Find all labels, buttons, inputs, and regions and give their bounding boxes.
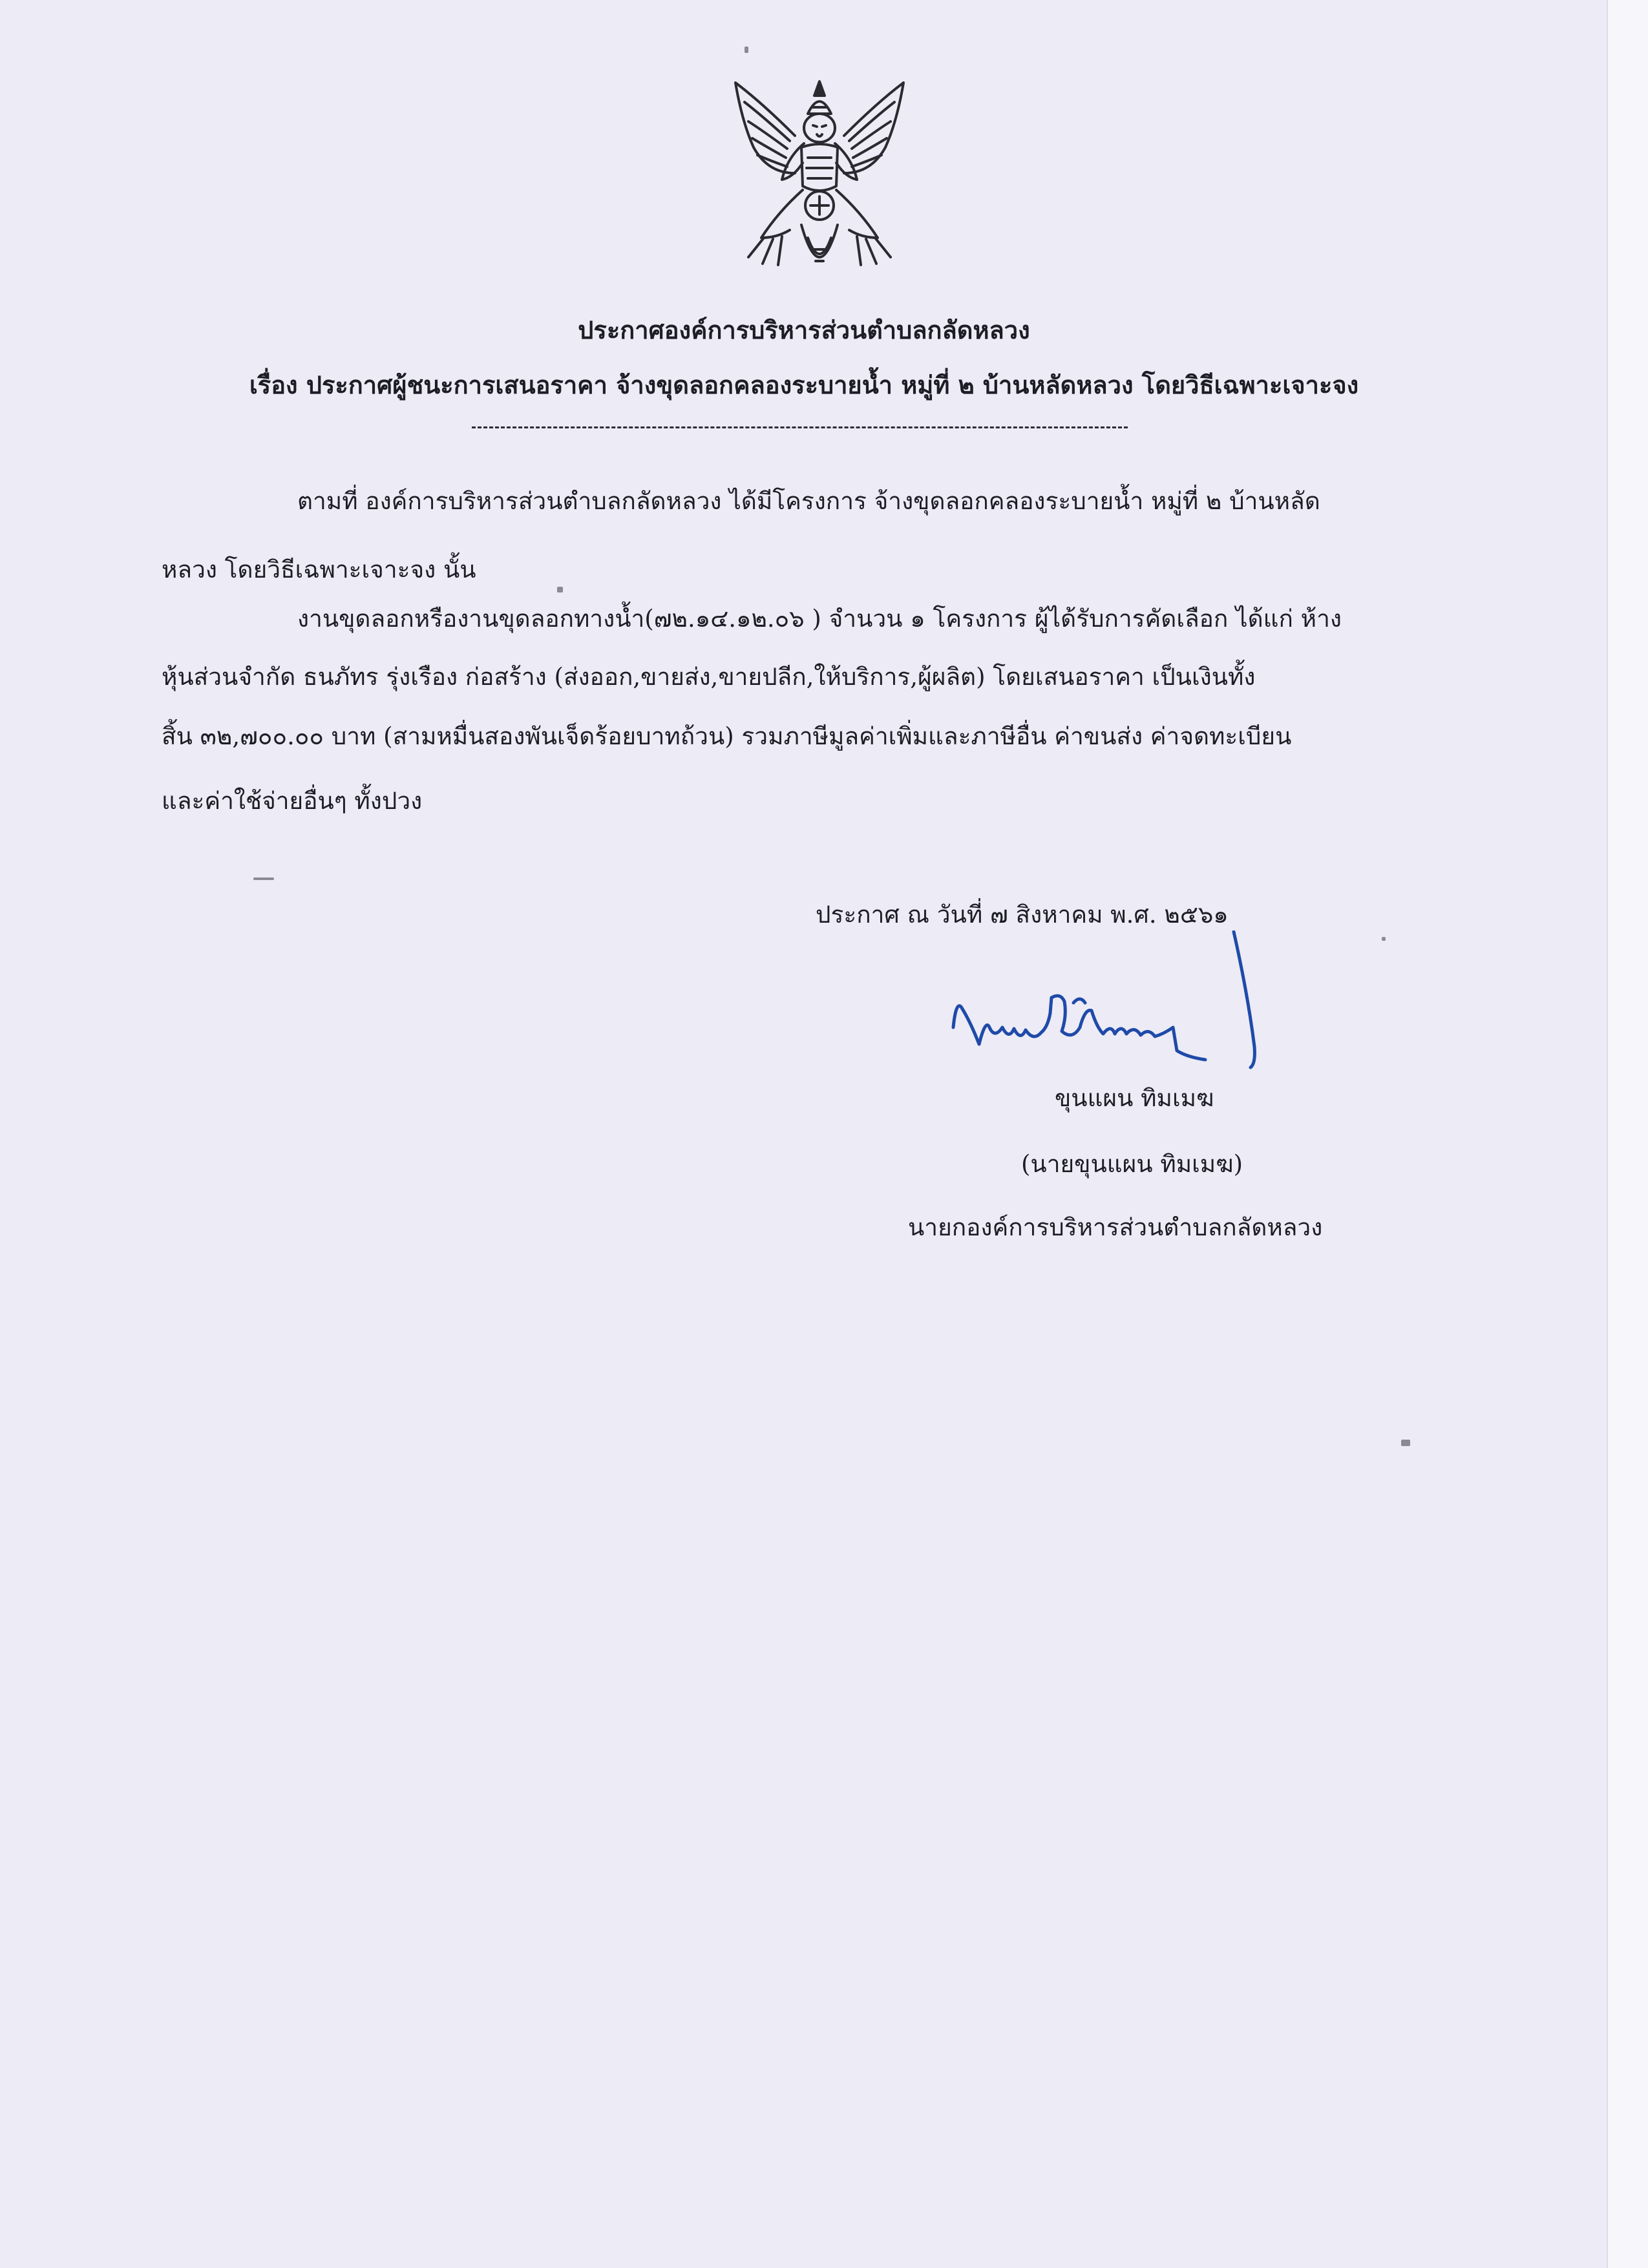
scan-speck: [557, 587, 563, 593]
announcement-subject: เรื่อง ประกาศผู้ชนะการเสนอราคา จ้างขุดลอกคลองระบายน้ำ หมู่ที่ ๒ บ้านหลัดหลวง โดยวิธีเฉพาะเจาะจง: [249, 370, 1359, 399]
paragraph-2-line-2: หุ้นส่วนจำกัด ธนภัทร รุ่งเรือง ก่อสร้าง (ส่งออก,ขายส่ง,ขายปลีก,ให้บริการ,ผู้ผลิต) โดยเสนอราคา เป็นเงินทั้ง: [162, 663, 1256, 691]
paragraph-1-line-2: หลวง โดยวิธีเฉพาะเจาะจง นั้น: [162, 556, 476, 583]
scan-speck: [1382, 937, 1386, 941]
announcement-date: ประกาศ ณ วันที่ ๗ สิงหาคม พ.ศ. ๒๕๖๑: [816, 901, 1229, 929]
paragraph-2-line-3: สิ้น ๓๒,๗๐๐.๐๐ บาท (สามหมื่นสองพันเจ็ดร้อยบาทถ้วน) รวมภาษีมูลค่าเพิ่มและภาษีอื่น ค่าขนส่ง ค่าจดทะเบียน: [162, 722, 1292, 750]
scan-speck: [745, 47, 748, 53]
signer-position: นายกองค์การบริหารส่วนตำบลกลัดหลวง: [908, 1213, 1323, 1241]
scan-speck: [1401, 1440, 1410, 1446]
paper-edge: [1607, 0, 1648, 2268]
signer-name: ขุนแผน ทิมเมฆ: [1055, 1084, 1214, 1112]
paragraph-2-line-1: งานขุดลอกหรืองานขุดลอกทางน้ำ(๗๒.๑๔.๑๒.๐๖ ) จำนวน ๑ โครงการ ผู้ได้รับการคัดเลือก ได้แก่ ห้าง: [297, 605, 1342, 633]
announcement-title: ประกาศองค์การบริหารส่วนตำบลกลัดหลวง: [578, 315, 1030, 344]
paragraph-2-line-4: และค่าใช้จ่ายอื่นๆ ทั้งปวง: [162, 787, 423, 815]
garuda-emblem-icon: [723, 76, 916, 289]
handwritten-signature: [947, 930, 1296, 1076]
paragraph-1-line-1: ตามที่ องค์การบริหารส่วนตำบลกลัดหลวง ได้มีโครงการ จ้างขุดลอกคลองระบายน้ำ หมู่ที่ ๒ บ้านหลัด: [297, 487, 1320, 515]
separator-line: [472, 426, 1128, 428]
signer-full-name: (นายขุนแผน ทิมเมฆ): [1021, 1150, 1243, 1178]
scan-speck: [253, 877, 274, 880]
